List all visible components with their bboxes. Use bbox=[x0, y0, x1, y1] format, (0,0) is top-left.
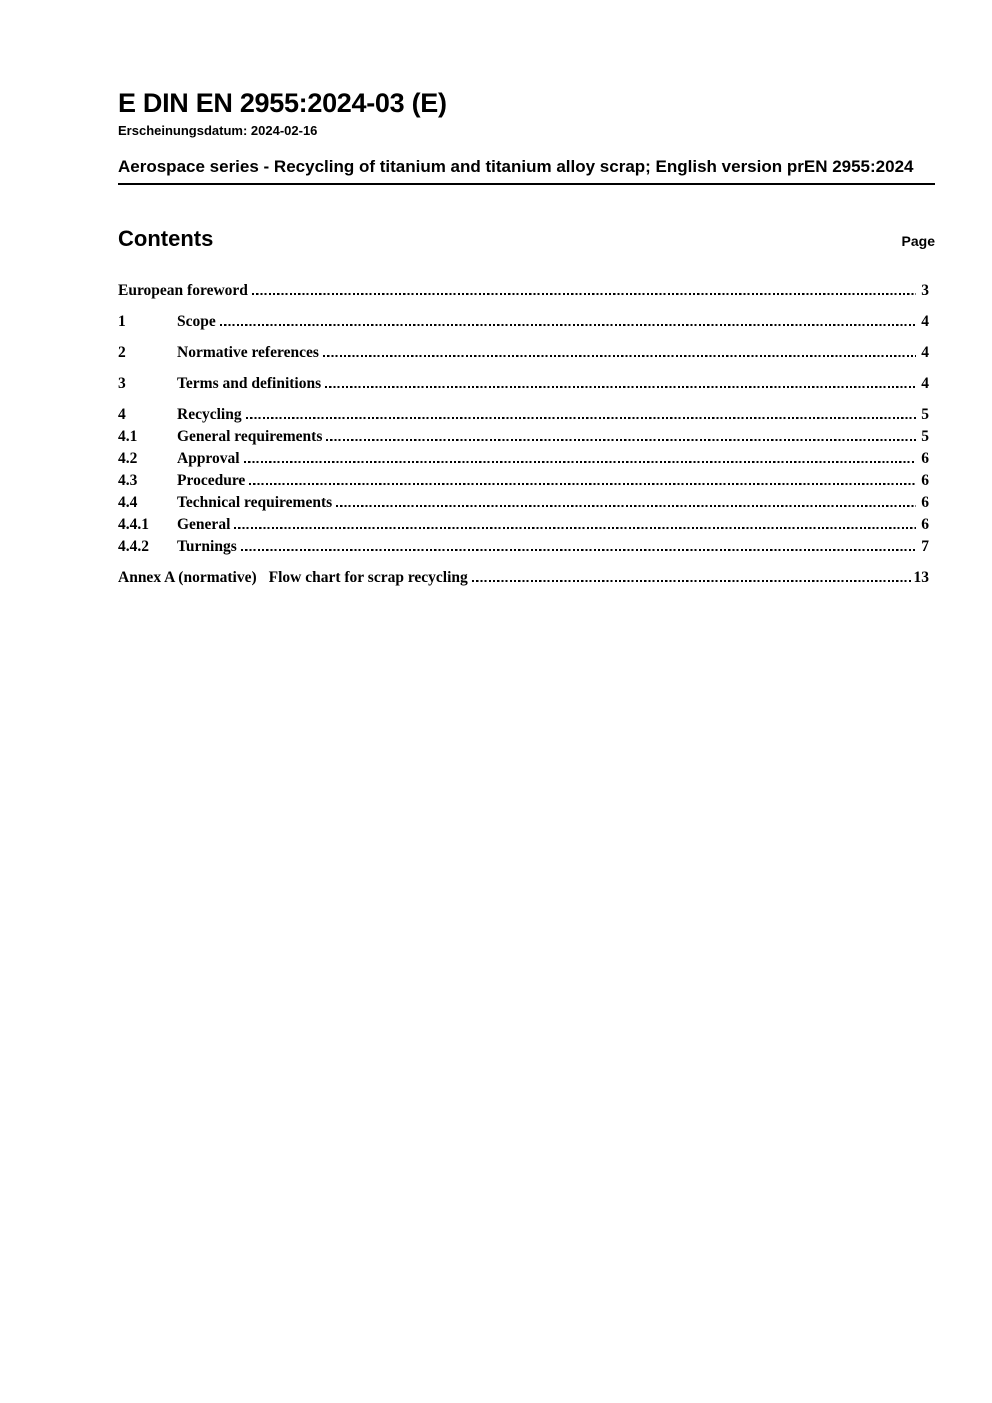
toc-entry-page: 6 bbox=[921, 494, 929, 511]
dot-leader bbox=[234, 527, 916, 529]
dot-leader bbox=[244, 461, 916, 463]
toc-entry bbox=[118, 470, 935, 492]
toc-entry bbox=[118, 536, 935, 558]
toc-entry-title: General requirements bbox=[177, 428, 323, 445]
toc-entry-page: 7 bbox=[921, 538, 929, 555]
dot-leader bbox=[249, 483, 916, 485]
toc-entry-title: Technical requirements bbox=[177, 494, 333, 511]
toc-entry-number: 4.4.1 bbox=[118, 516, 149, 533]
toc-entry-title: Procedure bbox=[177, 472, 246, 489]
toc-entry-title: Normative references bbox=[177, 344, 319, 361]
release-date: Erscheinungsdatum: 2024-02-16 bbox=[118, 123, 318, 138]
toc-entry-title: Flow chart for scrap recycling bbox=[268, 569, 468, 586]
toc-entry-page: 4 bbox=[921, 344, 929, 361]
toc-entry bbox=[118, 280, 935, 302]
dot-leader bbox=[323, 355, 916, 357]
dot-leader bbox=[241, 549, 916, 551]
dot-leader bbox=[325, 386, 916, 388]
document-title: Aerospace series - Recycling of titanium and titanium alloy scrap; English version prEN 2955:2024 bbox=[118, 154, 935, 185]
toc-entry bbox=[118, 373, 935, 395]
toc-entry-page: 6 bbox=[921, 472, 929, 489]
toc-entry bbox=[118, 492, 935, 514]
toc-entry-number: 4.3 bbox=[118, 472, 138, 489]
dot-leader bbox=[246, 417, 916, 419]
toc-entry-title: Scope bbox=[177, 313, 216, 330]
toc-entry-title: Turnings bbox=[177, 538, 237, 555]
toc-entry-number: 4.1 bbox=[118, 428, 138, 445]
page-column-label: Page bbox=[901, 233, 935, 249]
toc-entry-title: European foreword bbox=[118, 282, 248, 299]
dot-leader bbox=[326, 439, 916, 441]
toc-entry-title: General bbox=[177, 516, 231, 533]
toc-entry-page: 3 bbox=[921, 282, 929, 299]
dot-leader bbox=[220, 324, 916, 326]
toc-entry-page: 5 bbox=[921, 406, 929, 423]
toc-entry bbox=[118, 514, 935, 536]
dot-leader bbox=[472, 580, 911, 582]
page-content bbox=[118, 88, 935, 589]
contents-header-row bbox=[118, 227, 935, 251]
toc-entry-number: 1 bbox=[118, 313, 126, 330]
toc-entry-annex bbox=[118, 567, 935, 589]
toc-entry-number: 4.4.2 bbox=[118, 538, 149, 555]
toc-entry-page: 6 bbox=[921, 450, 929, 467]
toc-entry-page: 6 bbox=[921, 516, 929, 533]
toc-entry-page: 13 bbox=[913, 569, 929, 586]
toc-entry bbox=[118, 311, 935, 333]
table-of-contents bbox=[118, 280, 935, 589]
toc-entry-page: 5 bbox=[921, 428, 929, 445]
toc-entry-number: 3 bbox=[118, 375, 126, 392]
toc-entry-page: 4 bbox=[921, 313, 929, 330]
toc-entry-title: Terms and definitions bbox=[177, 375, 322, 392]
toc-entry-title: Approval bbox=[177, 450, 240, 467]
contents-heading: Contents bbox=[118, 226, 214, 251]
dot-leader bbox=[336, 505, 916, 507]
toc-entry-number: Annex A (normative) bbox=[118, 569, 257, 586]
toc-entry bbox=[118, 342, 935, 364]
toc-entry-number: 2 bbox=[118, 344, 126, 361]
toc-entry bbox=[118, 426, 935, 448]
toc-entry bbox=[118, 404, 935, 426]
document-number: E DIN EN 2955:2024-03 (E) bbox=[118, 88, 447, 118]
toc-entry bbox=[118, 448, 935, 470]
toc-entry-number: 4 bbox=[118, 406, 126, 423]
dot-leader bbox=[252, 293, 916, 295]
toc-entry-number: 4.2 bbox=[118, 450, 138, 467]
toc-entry-title: Recycling bbox=[177, 406, 242, 423]
toc-entry-page: 4 bbox=[921, 375, 929, 392]
toc-entry-number: 4.4 bbox=[118, 494, 138, 511]
